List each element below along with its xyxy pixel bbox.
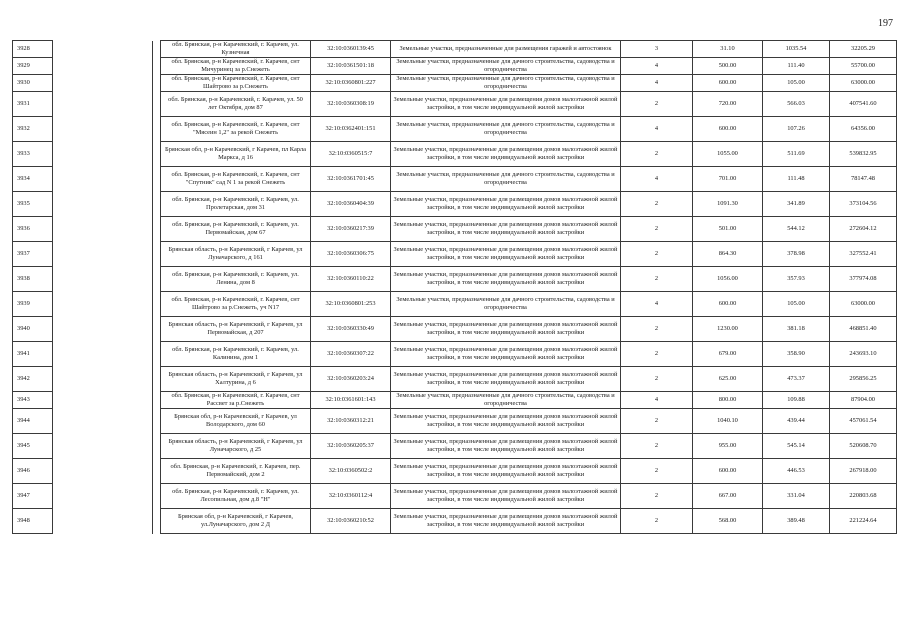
row-number-cell: 3941 <box>13 342 53 367</box>
table-row <box>13 167 897 192</box>
cadastral-value-cell: 295856.25 <box>830 367 897 392</box>
row-number-cell: 3933 <box>13 142 53 167</box>
address-cell: Брянская область, р-н Карачевский, г Карачев, ул Луначарского, д 161 <box>161 242 311 267</box>
area-cell: 500.00 <box>693 58 763 75</box>
rate-cell: 111.48 <box>763 167 830 192</box>
cadastral-number-cell: 32:10:0360110:22 <box>311 267 391 292</box>
blank-cell <box>153 242 161 267</box>
cadastral-value-cell: 63000.00 <box>830 292 897 317</box>
area-cell: 600.00 <box>693 459 763 484</box>
blank-cell <box>53 484 153 509</box>
group-cell: 2 <box>621 484 693 509</box>
table-row <box>13 292 897 317</box>
group-cell: 2 <box>621 409 693 434</box>
row-number-cell: 3946 <box>13 459 53 484</box>
address-cell: обл. Брянская, р-н Карачевский, г. Карачев, снт Шайтрово за р.Снежеть <box>161 75 311 92</box>
table-row <box>13 117 897 142</box>
table-row <box>13 317 897 342</box>
area-cell: 955.00 <box>693 434 763 459</box>
area-cell: 1040.10 <box>693 409 763 434</box>
blank-cell <box>153 167 161 192</box>
cadastral-value-cell: 457061.54 <box>830 409 897 434</box>
rate-cell: 107.26 <box>763 117 830 142</box>
cadastral-value-cell: 87904.00 <box>830 392 897 409</box>
table-row <box>13 342 897 367</box>
group-cell: 2 <box>621 217 693 242</box>
area-cell: 501.00 <box>693 217 763 242</box>
area-cell: 1230.00 <box>693 317 763 342</box>
cadastral-value-cell: 220803.68 <box>830 484 897 509</box>
blank-cell <box>153 75 161 92</box>
table-row <box>13 267 897 292</box>
blank-cell <box>153 317 161 342</box>
rate-cell: 381.18 <box>763 317 830 342</box>
land-use-cell: Земельные участки, предназначенные для размещения домов малоэтажной жилой застройки, в том числе индивидуальной жилой застройки <box>391 509 621 534</box>
table-row <box>13 434 897 459</box>
cadastral-number-cell: 32:10:0360205:37 <box>311 434 391 459</box>
row-number-cell: 3939 <box>13 292 53 317</box>
area-cell: 1056.00 <box>693 267 763 292</box>
area-cell: 1091.30 <box>693 192 763 217</box>
cadastral-value-cell: 327552.41 <box>830 242 897 267</box>
blank-cell <box>53 92 153 117</box>
blank-cell <box>53 342 153 367</box>
blank-cell <box>53 367 153 392</box>
row-number-cell: 3936 <box>13 217 53 242</box>
rate-cell: 389.48 <box>763 509 830 534</box>
table-row <box>13 459 897 484</box>
cadastral-value-cell: 267918.00 <box>830 459 897 484</box>
cadastral-number-cell: 32:10:0361701:45 <box>311 167 391 192</box>
rate-cell: 566.03 <box>763 92 830 117</box>
rate-cell: 341.89 <box>763 192 830 217</box>
cadastral-number-cell: 32:10:0360203:24 <box>311 367 391 392</box>
row-number-cell: 3934 <box>13 167 53 192</box>
area-cell: 667.00 <box>693 484 763 509</box>
row-number-cell: 3937 <box>13 242 53 267</box>
area-cell: 600.00 <box>693 117 763 142</box>
blank-cell <box>53 292 153 317</box>
cadastral-value-cell: 520608.70 <box>830 434 897 459</box>
cadastral-number-cell: 32:10:0360306:75 <box>311 242 391 267</box>
cadastral-number-cell: 32:10:0360502:2 <box>311 459 391 484</box>
land-use-cell: Земельные участки, предназначенные для дачного строительства, садоводства и огородничества <box>391 75 621 92</box>
land-use-cell: Земельные участки, предназначенные для размещения домов малоэтажной жилой застройки, в том числе индивидуальной жилой застройки <box>391 217 621 242</box>
land-use-cell: Земельные участки, предназначенные для размещения домов малоэтажной жилой застройки, в том числе индивидуальной жилой застройки <box>391 367 621 392</box>
rate-cell: 545.14 <box>763 434 830 459</box>
land-use-cell: Земельные участки, предназначенные для размещения домов малоэтажной жилой застройки, в том числе индивидуальной жилой застройки <box>391 317 621 342</box>
group-cell: 2 <box>621 242 693 267</box>
blank-cell <box>53 459 153 484</box>
address-cell: обл. Брянская, р-н Карачевский, г. Карачев, ул. Лесопильная, дом д.8 "Н" <box>161 484 311 509</box>
cadastral-value-cell: 272604.12 <box>830 217 897 242</box>
row-number-cell: 3942 <box>13 367 53 392</box>
row-number-cell: 3928 <box>13 41 53 58</box>
table-row <box>13 367 897 392</box>
address-cell: Брянская область, р-н Карачевский, г Карачев, ул Первомайская, д 207 <box>161 317 311 342</box>
group-cell: 2 <box>621 509 693 534</box>
cadastral-value-cell: 243693.10 <box>830 342 897 367</box>
address-cell: обл. Брянская, р-н Карачевский, г. Карачев, снт "Мясеин 1,2" за рекой Снежеть <box>161 117 311 142</box>
rate-cell: 446.53 <box>763 459 830 484</box>
cadastral-value-cell: 468851.40 <box>830 317 897 342</box>
cadastral-number-cell: 32:10:0360801:253 <box>311 292 391 317</box>
area-cell: 1055.00 <box>693 142 763 167</box>
rate-cell: 331.04 <box>763 484 830 509</box>
blank-cell <box>53 267 153 292</box>
group-cell: 2 <box>621 92 693 117</box>
row-number-cell: 3932 <box>13 117 53 142</box>
row-number-cell: 3929 <box>13 58 53 75</box>
table-row <box>13 142 897 167</box>
address-cell: обл. Брянская, р-н Карачевский, г. Карачев, снт Мичуринец за р.Снежеть <box>161 58 311 75</box>
land-use-cell: Земельные участки, предназначенные для размещения домов малоэтажной жилой застройки, в том числе индивидуальной жилой застройки <box>391 459 621 484</box>
address-cell: обл. Брянская, р-н Карачевский, г. Карачев, снт "Спутник" сад N 1 за рекой Снежеть <box>161 167 311 192</box>
blank-cell <box>153 58 161 75</box>
land-use-cell: Земельные участки, предназначенные для размещения домов малоэтажной жилой застройки, в том числе индивидуальной жилой застройки <box>391 192 621 217</box>
table-row <box>13 92 897 117</box>
cadastral-number-cell: 32:10:0360210:52 <box>311 509 391 534</box>
blank-cell <box>153 292 161 317</box>
cadastral-number-cell: 32:10:0360308:19 <box>311 92 391 117</box>
land-use-cell: Земельные участки, предназначенные для размещения домов малоэтажной жилой застройки, в том числе индивидуальной жилой застройки <box>391 409 621 434</box>
cadastral-number-cell: 32:10:0360139:45 <box>311 41 391 58</box>
table-row <box>13 192 897 217</box>
address-cell: обл. Брянская, р-н Карачевский, г. Карачев, пер. Первомайский, дом 2 <box>161 459 311 484</box>
area-cell: 701.00 <box>693 167 763 192</box>
blank-cell <box>153 434 161 459</box>
row-number-cell: 3947 <box>13 484 53 509</box>
table-row <box>13 58 897 75</box>
blank-cell <box>153 267 161 292</box>
blank-cell <box>153 367 161 392</box>
blank-cell <box>53 167 153 192</box>
area-cell: 679.00 <box>693 342 763 367</box>
row-number-cell: 3943 <box>13 392 53 409</box>
group-cell: 2 <box>621 142 693 167</box>
blank-cell <box>53 509 153 534</box>
group-cell: 4 <box>621 167 693 192</box>
cadastral-number-cell: 32:10:0361501:18 <box>311 58 391 75</box>
group-cell: 2 <box>621 267 693 292</box>
cadastral-value-cell: 373104.56 <box>830 192 897 217</box>
rate-cell: 109.88 <box>763 392 830 409</box>
page-number: 197 <box>878 18 893 29</box>
cadastral-number-cell: 32:10:0360515:7 <box>311 142 391 167</box>
area-cell: 720.00 <box>693 92 763 117</box>
group-cell: 4 <box>621 117 693 142</box>
group-cell: 4 <box>621 58 693 75</box>
cadastral-number-cell: 32:10:0362401:151 <box>311 117 391 142</box>
blank-cell <box>153 392 161 409</box>
blank-cell <box>53 317 153 342</box>
area-cell: 864.30 <box>693 242 763 267</box>
row-number-cell: 3945 <box>13 434 53 459</box>
blank-cell <box>53 217 153 242</box>
address-cell: Брянская обл, р-н Карачевский, г Карачев, ул Володарского, дом 60 <box>161 409 311 434</box>
group-cell: 2 <box>621 342 693 367</box>
rate-cell: 105.00 <box>763 75 830 92</box>
row-number-cell: 3948 <box>13 509 53 534</box>
group-cell: 3 <box>621 41 693 58</box>
area-cell: 800.00 <box>693 392 763 409</box>
cadastral-value-cell: 221224.64 <box>830 509 897 534</box>
address-cell: обл. Брянская, р-н Карачевский, г. Карачев, ул. Ленина, дом 8 <box>161 267 311 292</box>
table-row <box>13 484 897 509</box>
row-number-cell: 3931 <box>13 92 53 117</box>
land-use-cell: Земельные участки, предназначенные для размещения домов малоэтажной жилой застройки, в том числе индивидуальной жилой застройки <box>391 92 621 117</box>
row-number-cell: 3944 <box>13 409 53 434</box>
blank-cell <box>53 242 153 267</box>
rate-cell: 357.93 <box>763 267 830 292</box>
area-cell: 31.10 <box>693 41 763 58</box>
group-cell: 2 <box>621 459 693 484</box>
address-cell: обл. Брянская, р-н Карачевский, г. Карачев, ул. Первомайская, дом 67 <box>161 217 311 242</box>
blank-cell <box>153 192 161 217</box>
cadastral-number-cell: 32:10:0360217:39 <box>311 217 391 242</box>
group-cell: 4 <box>621 75 693 92</box>
land-use-cell: Земельные участки, предназначенные для дачного строительства, садоводства и огородничества <box>391 292 621 317</box>
blank-cell <box>153 142 161 167</box>
blank-cell <box>153 484 161 509</box>
group-cell: 4 <box>621 392 693 409</box>
group-cell: 2 <box>621 434 693 459</box>
blank-cell <box>53 142 153 167</box>
blank-cell <box>153 92 161 117</box>
cadastral-value-cell: 32205.29 <box>830 41 897 58</box>
cadastral-number-cell: 32:10:0361601:143 <box>311 392 391 409</box>
address-cell: обл. Брянская, р-н Карачевский, г. Карачев, ул. 50 лет Октября, дом 87 <box>161 92 311 117</box>
land-use-cell: Земельные участки, предназначенные для размещения домов малоэтажной жилой застройки, в том числе индивидуальной жилой застройки <box>391 242 621 267</box>
blank-cell <box>53 58 153 75</box>
row-number-cell: 3930 <box>13 75 53 92</box>
cadastral-value-cell: 55700.00 <box>830 58 897 75</box>
address-cell: Брянская область, р-н Карачевский, г Карачев, ул Луначарского, д 25 <box>161 434 311 459</box>
land-use-cell: Земельные участки, предназначенные для размещения домов малоэтажной жилой застройки, в том числе индивидуальной жилой застройки <box>391 342 621 367</box>
blank-cell <box>153 342 161 367</box>
area-cell: 600.00 <box>693 292 763 317</box>
address-cell: обл. Брянская, р-н Карачевский, г. Карачев, ул. Калинина, дом 1 <box>161 342 311 367</box>
blank-cell <box>53 75 153 92</box>
cadastral-value-cell: 64356.00 <box>830 117 897 142</box>
cadastral-value-cell: 539832.95 <box>830 142 897 167</box>
cadastral-number-cell: 32:10:0360801:227 <box>311 75 391 92</box>
rate-cell: 511.69 <box>763 142 830 167</box>
cadastral-value-cell: 63000.00 <box>830 75 897 92</box>
address-cell: обл. Брянская, р-н Карачевский, г. Карачев, ул. Пролетарская, дом 31 <box>161 192 311 217</box>
blank-cell <box>153 459 161 484</box>
cadastral-number-cell: 32:10:0360312:21 <box>311 409 391 434</box>
table-row <box>13 217 897 242</box>
land-use-cell: Земельные участки, предназначенные для дачного строительства, садоводства и огородничества <box>391 392 621 409</box>
cadastral-value-table <box>12 40 897 534</box>
land-use-cell: Земельные участки, предназначенные для дачного строительства, садоводства и огородничества <box>391 117 621 142</box>
cadastral-number-cell: 32:10:0360307:22 <box>311 342 391 367</box>
rate-cell: 1035.54 <box>763 41 830 58</box>
cadastral-number-cell: 32:10:0360112:4 <box>311 484 391 509</box>
table-row <box>13 75 897 92</box>
land-use-cell: Земельные участки, предназначенные для размещения домов малоэтажной жилой застройки, в том числе индивидуальной жилой застройки <box>391 142 621 167</box>
rate-cell: 358.90 <box>763 342 830 367</box>
address-cell: Брянская обл, р-н Карачевский, г Карачев, ул.Луначарского, дом 2 Д <box>161 509 311 534</box>
blank-cell <box>153 409 161 434</box>
cadastral-value-cell: 377974.08 <box>830 267 897 292</box>
cadastral-number-cell: 32:10:0360330:49 <box>311 317 391 342</box>
blank-cell <box>53 434 153 459</box>
group-cell: 2 <box>621 317 693 342</box>
cadastral-value-cell: 78147.48 <box>830 167 897 192</box>
land-use-cell: Земельные участки, предназначенные для размещения гаражей и автостоянок <box>391 41 621 58</box>
group-cell: 4 <box>621 292 693 317</box>
blank-cell <box>53 392 153 409</box>
blank-cell <box>153 509 161 534</box>
address-cell: обл. Брянская, р-н Карачевский, г. Карачев, снт Рассвет за р.Снежеть <box>161 392 311 409</box>
blank-cell <box>153 117 161 142</box>
address-cell: обл. Брянская, р-н Карачевский, г. Карачев, снт Шайтрово за р.Снежеть, уч N17 <box>161 292 311 317</box>
group-cell: 2 <box>621 367 693 392</box>
land-use-cell: Земельные участки, предназначенные для размещения домов малоэтажной жилой застройки, в том числе индивидуальной жилой застройки <box>391 484 621 509</box>
address-cell: обл. Брянская, р-н Карачевский, г. Карачев, ул. Кузнечная <box>161 41 311 58</box>
blank-cell <box>53 41 153 58</box>
table-row <box>13 41 897 58</box>
rate-cell: 473.37 <box>763 367 830 392</box>
address-cell: Брянская область, р-н Карачевский, г Карачев, ул Халтурина, д 6 <box>161 367 311 392</box>
blank-cell <box>53 192 153 217</box>
land-use-cell: Земельные участки, предназначенные для дачного строительства, садоводства и огородничества <box>391 58 621 75</box>
row-number-cell: 3938 <box>13 267 53 292</box>
row-number-cell: 3940 <box>13 317 53 342</box>
land-use-cell: Земельные участки, предназначенные для дачного строительства, садоводства и огородничества <box>391 167 621 192</box>
land-use-cell: Земельные участки, предназначенные для размещения домов малоэтажной жилой застройки, в том числе индивидуальной жилой застройки <box>391 434 621 459</box>
blank-cell <box>53 409 153 434</box>
rate-cell: 111.40 <box>763 58 830 75</box>
rate-cell: 105.00 <box>763 292 830 317</box>
blank-cell <box>53 117 153 142</box>
table-row <box>13 392 897 409</box>
row-number-cell: 3935 <box>13 192 53 217</box>
table-row <box>13 509 897 534</box>
table-row <box>13 242 897 267</box>
blank-cell <box>153 41 161 58</box>
rate-cell: 378.98 <box>763 242 830 267</box>
area-cell: 625.00 <box>693 367 763 392</box>
cadastral-value-cell: 407541.60 <box>830 92 897 117</box>
address-cell: Брянская обл, р-н Карачевский, г Карачев, пл Карла Маркса, д 16 <box>161 142 311 167</box>
area-cell: 568.00 <box>693 509 763 534</box>
group-cell: 2 <box>621 192 693 217</box>
rate-cell: 544.12 <box>763 217 830 242</box>
area-cell: 600.00 <box>693 75 763 92</box>
cadastral-number-cell: 32:10:0360404:39 <box>311 192 391 217</box>
table-row <box>13 409 897 434</box>
rate-cell: 439.44 <box>763 409 830 434</box>
land-use-cell: Земельные участки, предназначенные для размещения домов малоэтажной жилой застройки, в том числе индивидуальной жилой застройки <box>391 267 621 292</box>
blank-cell <box>153 217 161 242</box>
